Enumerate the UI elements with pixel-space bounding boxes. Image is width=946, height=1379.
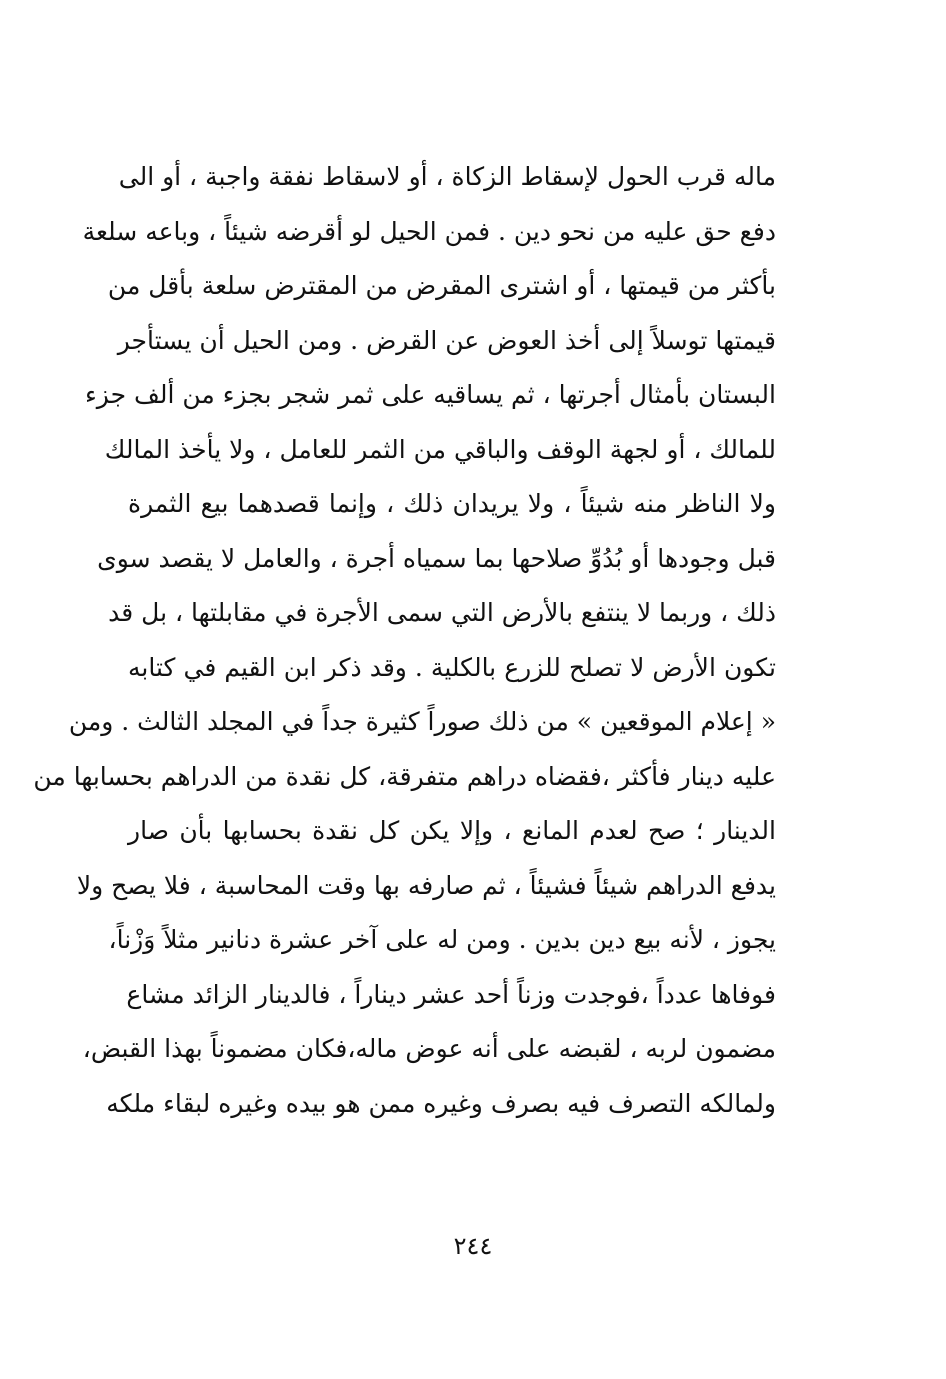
text-line: البستان بأمثال أجرتها ، ثم يساقيه على ثمر شجر بجزء من ألف جزء (85, 380, 776, 409)
text-line: بأكثر من قيمتها ، أو اشترى المقرض من المقترض سلعة بأقل من (107, 271, 776, 300)
text-line: الدينار ؛ صح لعدم المانع ، وإلا يكن كل نقدة بحسابها بأن صار (128, 816, 776, 845)
text-line: « إعلام الموقعين » من ذلك صوراً كثيرة جداً في المجلد الثالث . ومن (68, 707, 776, 736)
text-line: يجوز ، لأنه بيع دين بدين . ومن له على آخر عشرة دنانير مثلاً وَزْناً، (108, 925, 776, 954)
text-line: للمالك ، أو لجهة الوقف والباقي من الثمر للعامل ، ولا يأخذ المالك (104, 434, 776, 464)
text-line: ماله قرب الحول لإسقاط الزكاة ، أو لاسقاط نفقة واجبة ، أو الى (118, 162, 776, 191)
text-line: عليه دينار فأكثر ،فقضاه دراهم متفرقة، كل نقدة من الدراهم بحسابها من (33, 761, 776, 791)
text-line: دفع حق عليه من نحو دين . فمن الحيل لو أقرضه شيئاً ، وباعه سلعة (82, 216, 776, 246)
body-text (33, 150, 776, 1131)
text-line: مضمون لربه ، لقبضه على أنه عوض ماله،فكان مضموناً بهذا القبض، (82, 1034, 776, 1063)
text-line: ولمالكه التصرف فيه بصرف وغيره ممن هو بيده وغيره لبقاء ملكه (106, 1088, 776, 1118)
text-line: قيمتها توسلاً إلى أخذ العوض عن القرض . ومن الحيل أن يستأجر (117, 325, 776, 355)
text-line: فوفاها عدداً ،فوجدت وزناً أحد عشر ديناراً ، فالدينار الزائد مشاع (126, 979, 776, 1009)
page-number: ٢٤٤ (453, 1232, 493, 1260)
text-line: قبل وجودها أو بُدُوِّ صلاحها بما سمياه أجرة ، والعامل لا يقصد سوى (97, 543, 776, 573)
text-line: ولا الناظر منه شيئاً ، ولا يريدان ذلك ، وإنما قصدهما بيع الثمرة (128, 489, 776, 518)
text-line: ذلك ، وربما لا ينتفع بالأرض التي سمى الأجرة في مقابلتها ، بل قد (108, 598, 776, 627)
text-line: تكون الأرض لا تصلح للزرع بالكلية . وقد ذكر ابن القيم في كتابه (128, 652, 776, 682)
text-line: يدفع الدراهم شيئاً فشيئاً ، ثم صارفه بها وقت المحاسبة ، فلا يصح ولا (76, 870, 776, 900)
